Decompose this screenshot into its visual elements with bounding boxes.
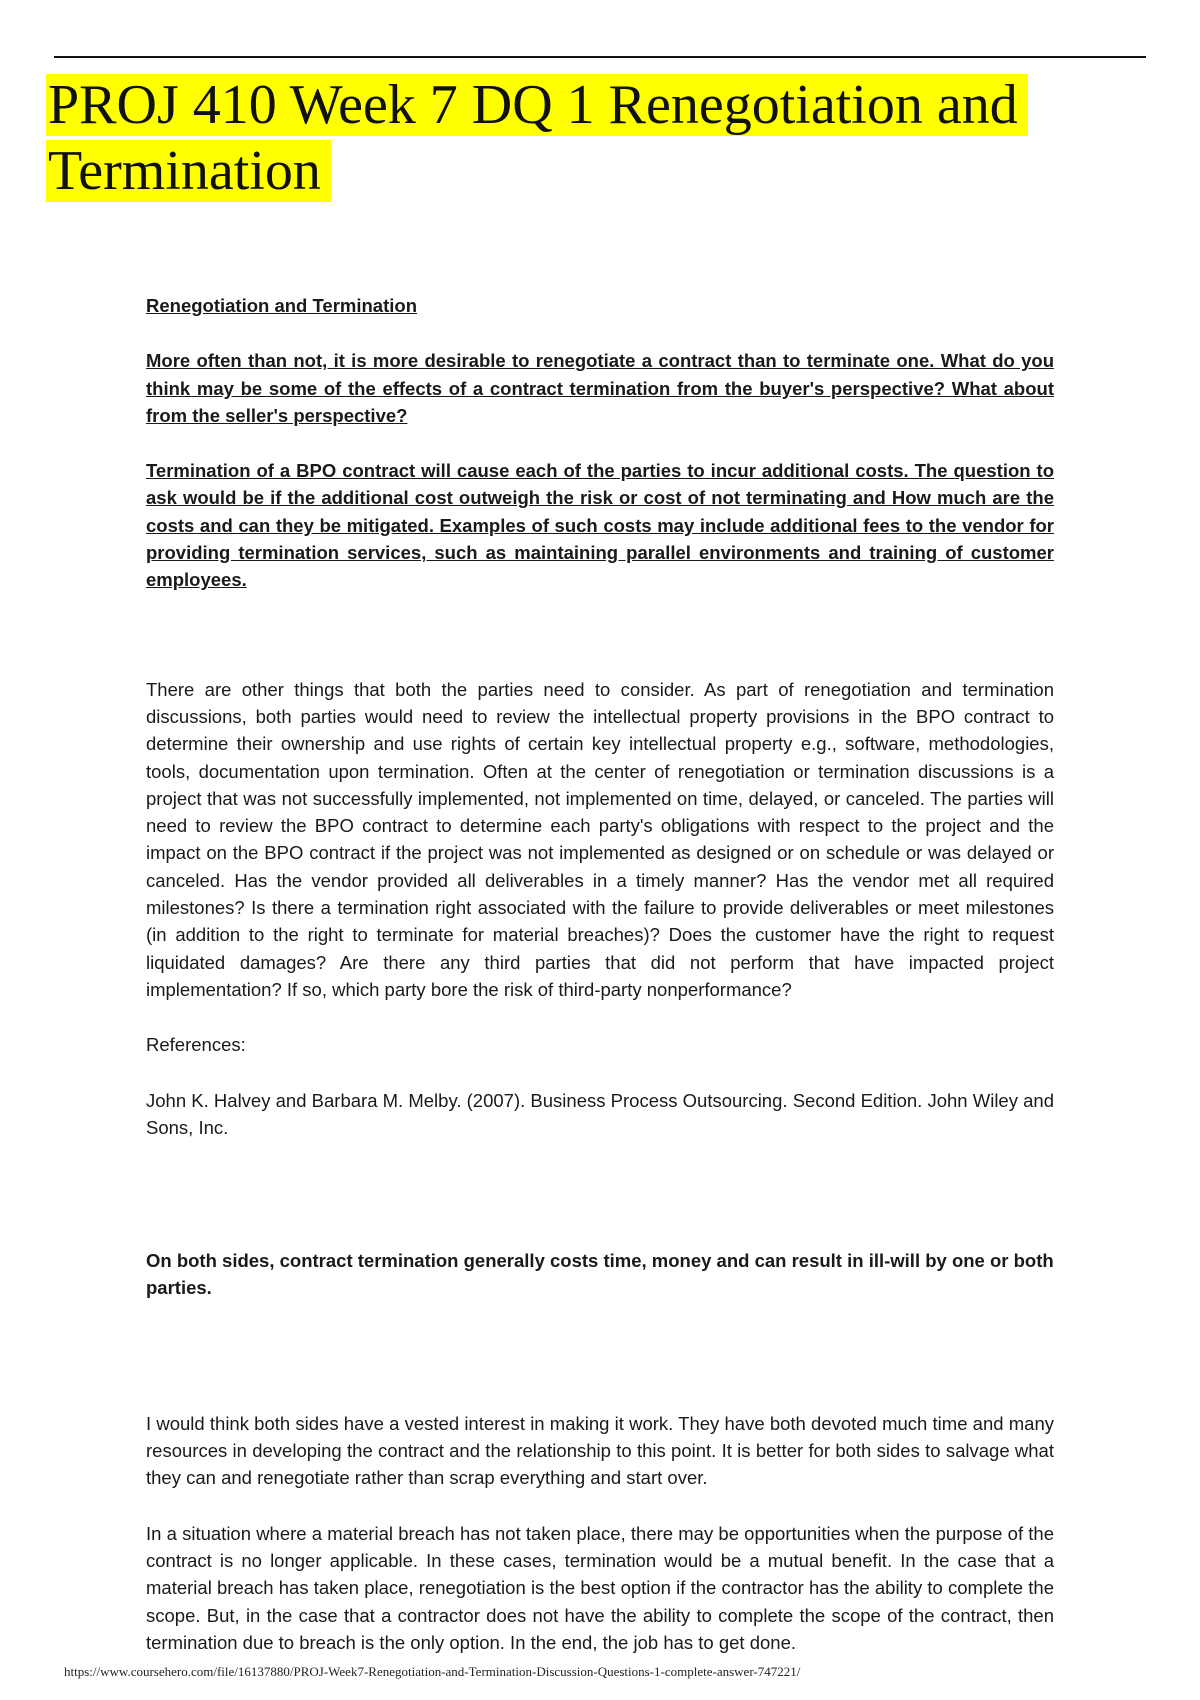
references-label: References: [146,1034,246,1056]
document-title [46,72,1086,204]
paragraph-vested-interest: I would think both sides have a vested interest in making it work. They have both devoted much time and many resources in developing the contract and the relationship to this point. It is better for both sides to salvage what they can and renegotiate rather than scrap everything and start over. [146,1412,1054,1489]
reference-entry: John K. Halvey and Barbara M. Melby. (2007). Business Process Outsourcing. Second Edition. John Wiley and Sons, Inc. [146,1089,1054,1138]
footer-url: https://www.coursehero.com/file/16137880/PROJ-Week7-Renegotiation-and-Termination-Discussion-Questions-1-complete-answer-747221/ [64,1664,801,1679]
paragraph-considerations: There are other things that both the parties need to consider. As part of renegotiation and termination discussions, both parties would need to review the intellectual property provisions in the BPO contract to determine their ownership and use rights of certain key intellectual property e.g., software, methodologies, tools, documentation upon termination. Often at the center of renegotiation or termination discussions is a project that was not successfully implemented, not implemented on time, delayed, or canceled. The parties will need to review the BPO contract to determine each party's obligations with respect to the project and the impact on the BPO contract if the project was not implemented as designed or on schedule or was delayed or canceled. Has the vendor provided all deliverables in a timely manner? Has the vendor met all required milestones? Is there a termination right associated with the failure to provide deliverables or meet milestones (in addition to the right to terminate for material breaches)? Does the customer have the right to request liquidated damages? Are there any third parties that did not perform that have impacted project implementation? If so, which party bore the risk of third-party nonperformance? [146,678,1054,1000]
answer-intro: Termination of a BPO contract will cause each of the parties to incur additional costs. The question to ask would be if the additional cost outweigh the risk or cost of not terminating and How much are the costs and can they be mitigated. Examples of such costs may include additional fees to the vendor for providing termination services, such as maintaining parallel environments and training of customer employees. [146,460,1054,591]
section-heading: Renegotiation and Termination [146,295,417,316]
document-title-text: PROJ 410 Week 7 DQ 1 Renegotiation and Termination [46,74,1028,202]
top-divider [54,56,1146,58]
discussion-question: More often than not, it is more desirable to renegotiate a contract than to terminate one. What do you think may be some of the effects of a contract termination from the buyer's perspective? What about from the seller's perspective? [146,350,1054,426]
bold-statement: On both sides, contract termination generally costs time, money and can result in ill-will by one or both parties. [146,1250,1054,1299]
paragraph-breach: In a situation where a material breach has not taken place, there may be opportunities when the purpose of the contract is no longer applicable. In these cases, termination would be a mutual benefit. In the case that a material breach has taken place, renegotiation is the best option if the contractor has the ability to complete the scope. But, in the case that a contractor does not have the ability to complete the scope of the contract, then termination due to breach is the only option. In the end, the job has to get done. [146,1522,1054,1653]
document-body [146,292,1054,1656]
